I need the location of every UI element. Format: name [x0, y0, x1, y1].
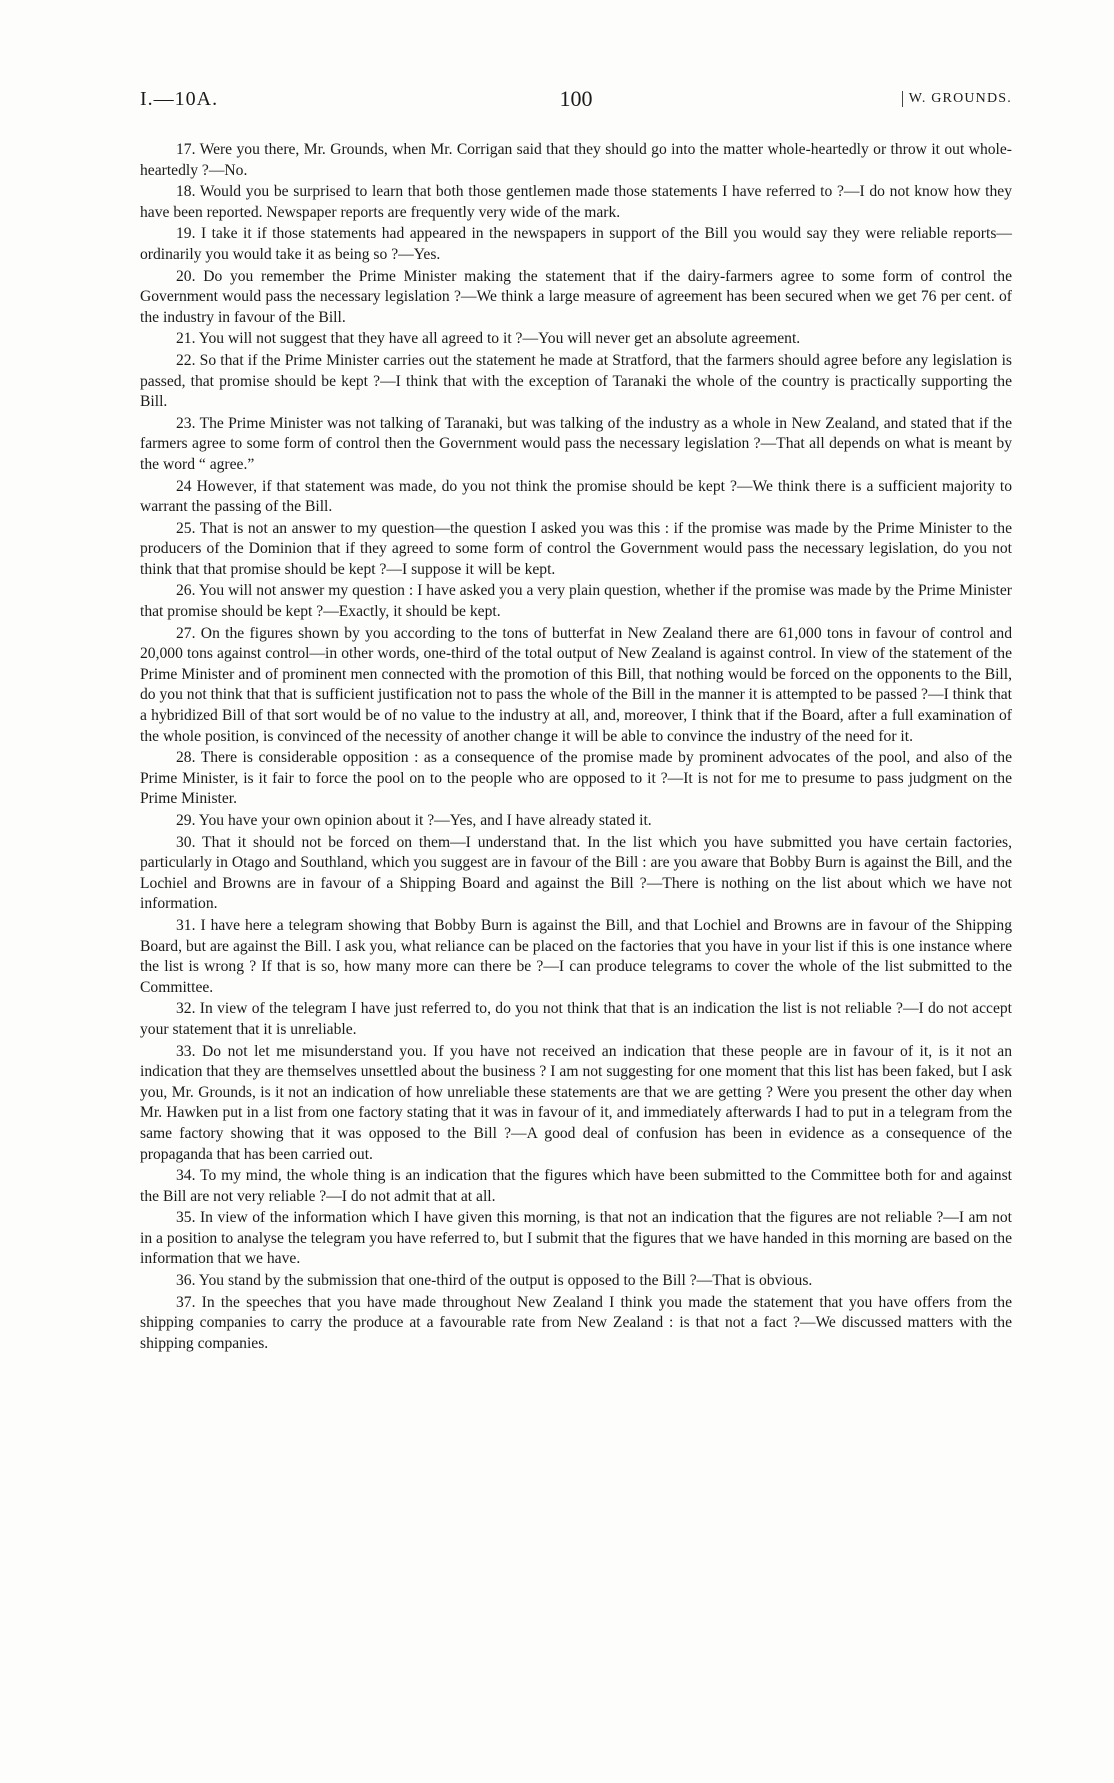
question-paragraph: 30. That it should not be forced on them—I understand that. In the list which you have submitted you have certain factories, particularly in Otago and Southland, which you suggest are in favour of the Bill : are you aware that Bobby Burn is against the Bill, and the Lochiel and Browns are in favour of a Shipping Board and against the Bill ?—There is nothing on the list about which we have not information. — [140, 833, 1012, 913]
witness-name: W. GROUNDS. — [902, 91, 1012, 107]
question-paragraph: 36. You stand by the submission that one-third of the output is opposed to the Bill ?—That is obvious. — [176, 1272, 813, 1290]
question-paragraph: 35. In view of the information which I have given this morning, is that not an indication that the figures are not reliable ?—I am not in a position to analyse the telegram you have referred to, but I submit that the figures that we have handed in this morning are based on the information that we have. — [140, 1209, 1012, 1268]
question-paragraph: 18. Would you be surprised to learn that both those gentlemen made those statements I have referred to ?—I do not know how they have been reported. Newspaper reports are frequently very wide of the mark. — [140, 183, 1012, 221]
question-paragraph: 28. There is considerable opposition : as a consequence of the promise made by prominent advocates of the pool, and also of the Prime Minister, is it fair to force the pool on to the people who are opposed to it ?—It is not for me to presume to pass judgment on the Prime Minister. — [140, 749, 1012, 808]
question-paragraph: 21. You will not suggest that they have all agreed to it ?—You will never get an absolute agreement. — [176, 330, 801, 348]
question-paragraph: 27. On the figures shown by you according to the tons of butterfat in New Zealand there are 61,000 tons in favour of control and 20,000 tons against control—in other words, one-third of the total output of New Zealand is against control. In view of the statement of the Prime Minister and of prominent men connected with the promotion of this Bill, that nothing would be forced on the opponents to the Bill, do you not think that that is sufficient justification not to pass the whole of the Bill in the manner it is attempted to be passed ?—I think that a hybridized Bill of that sort would be of no value to the industry at all, and, moreover, I think that if the Board, after a full examination of the whole position, is convinced of the necessity of another change it will be able to convince the industry of the need for it. — [140, 624, 1012, 745]
question-paragraph: 32. In view of the telegram I have just referred to, do you not think that that is an indication the list is not reliable ?—I do not accept your statement that it is unreliable. — [140, 1000, 1012, 1038]
question-paragraph: 24 However, if that statement was made, do you not think the promise should be kept ?—We think there is a sufficient majority to warrant the passing of the Bill. — [140, 477, 1012, 516]
question-paragraph: 19. I take it if those statements had appeared in the newspapers in support of the Bill you would say they were reliable reports—ordinarily you would take it as being so ?—Yes. — [140, 225, 1012, 263]
question-paragraph: 34. To my mind, the whole thing is an indication that the figures which have been submitted to the Committee both for and against the Bill are not very reliable ?—I do not admit that at all. — [140, 1167, 1012, 1205]
question-paragraph: 33. Do not let me misunderstand you. If you have not received an indication that these people are in favour of it, is it not an indication that they are themselves unsettled about the business ? I am not suggesting for one moment that this list has been faked, but I ask you, Mr. Grounds, is it not an indication of how unreliable these statements are that we are getting ? Were you present the other day when Mr. Hawken put in a list from one factory stating that it was in favour of it, and immediately afterwards I had to put in a telegram from the same factory showing that it was opposed to the Bill ?—A good deal of confusion has been in evidence as a consequence of the propaganda that has been carried out. — [140, 1042, 1012, 1163]
question-paragraph: 23. The Prime Minister was not talking of Taranaki, but was talking of the industry as a whole in New Zealand, and stated that if the farmers agree to some form of control then the Government would pass the necessary legislation ?—That all depends on what is meant by the word “ agree.” — [140, 414, 1012, 473]
evidence-text — [140, 140, 1012, 1355]
page-number: 100 — [559, 86, 593, 111]
paper-reference: I.—10A. — [140, 88, 219, 110]
question-paragraph: 26. You will not answer my question : I have asked you a very plain question, whether if the promise was made by the Prime Minister that promise should be kept ?—Exactly, it should be kept. — [140, 582, 1012, 621]
question-paragraph: 17. Were you there, Mr. Grounds, when Mr. Corrigan said that they should go into the matter whole-heartedly or throw it out whole-heartedly ?—No. — [140, 141, 1012, 179]
question-paragraph: 37. In the speeches that you have made throughout New Zealand I think you made the statement that you have offers from the shipping companies to carry the produce at a favourable rate from New Zealand : is that not a fact ?—We discussed matters with the shipping companies. — [140, 1293, 1012, 1352]
question-paragraph: 25. That is not an answer to my question—the question I asked you was this : if the promise was made by the Prime Minister to the producers of the Dominion that if they agreed to some form of control the Government would pass the necessary legislation, do you not think that that promise should be kept ?—I suppose it will be kept. — [140, 519, 1012, 578]
question-paragraph: 31. I have here a telegram showing that Bobby Burn is against the Bill, and that Lochiel and Browns are in favour of the Shipping Board, but are against the Bill. I ask you, what reliance can be placed on the factories that you have in your list if this is one instance where the list is wrong ? If that is so, how many more can there be ?—I can produce telegrams to cover the whole of the list submitted to the Committee. — [140, 916, 1012, 996]
question-paragraph: 22. So that if the Prime Minister carries out the statement he made at Stratford, that the farmers should agree before any legislation is passed, that promise should be kept ?—I think that with the exception of Taranaki the whole of the country is practically supporting the Bill. — [140, 351, 1012, 411]
page-header — [140, 88, 1012, 114]
question-paragraph: 20. Do you remember the Prime Minister making the statement that if the dairy-farmers agree to some form of control the Government would pass the necessary legislation ?—We think a large measure of agreement has been secured when we get 76 per cent. of the industry in favour of the Bill. — [140, 267, 1012, 326]
question-paragraph: 29. You have your own opinion about it ?—Yes, and I have already stated it. — [176, 812, 652, 829]
